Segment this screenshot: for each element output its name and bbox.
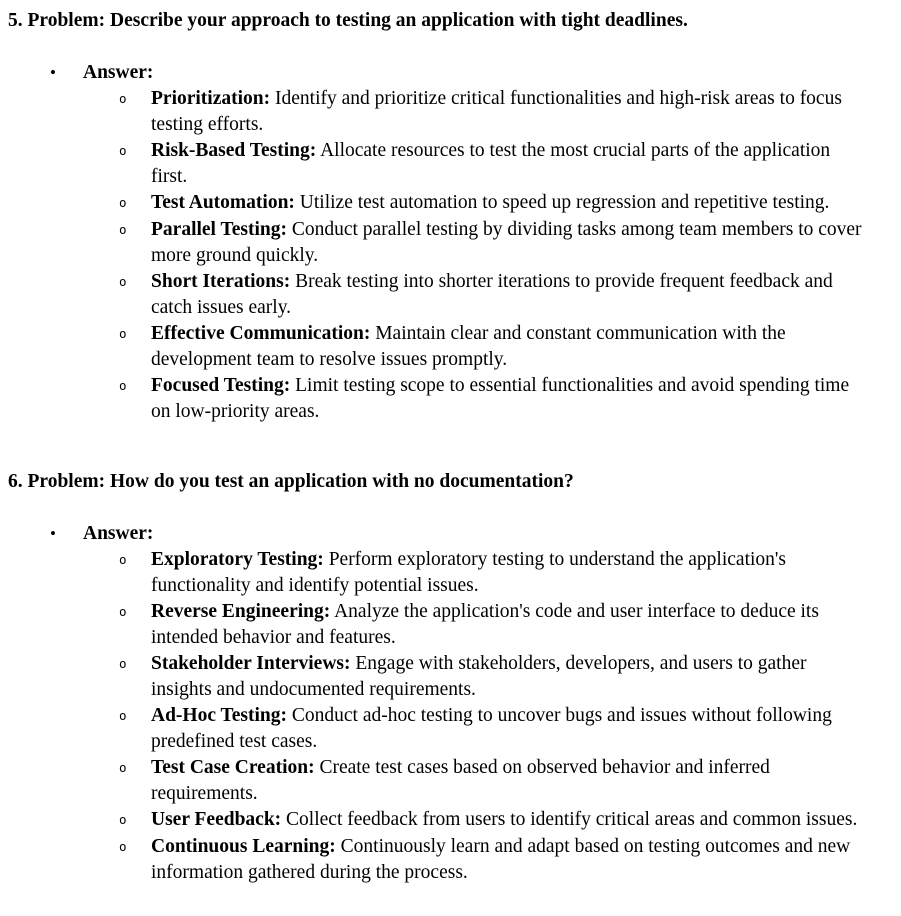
item-term: Stakeholder Interviews: bbox=[151, 653, 351, 674]
item-body bbox=[151, 755, 867, 807]
answer-items bbox=[8, 547, 867, 886]
circle-bullet-icon bbox=[115, 269, 151, 296]
list-item bbox=[8, 86, 867, 138]
circle-bullet-icon bbox=[115, 703, 151, 730]
list-item bbox=[8, 547, 867, 599]
circle-bullet-icon bbox=[115, 651, 151, 678]
circle-bullet-icon bbox=[115, 599, 151, 626]
circle-bullet-icon bbox=[115, 321, 151, 348]
item-term: Parallel Testing: bbox=[151, 219, 287, 240]
item-term: Focused Testing: bbox=[151, 375, 291, 396]
circle-bullet-icon bbox=[115, 190, 151, 217]
answer-row bbox=[8, 521, 867, 547]
list-item bbox=[8, 755, 867, 807]
list-item bbox=[8, 834, 867, 886]
item-body bbox=[151, 138, 867, 190]
list-item bbox=[8, 599, 867, 651]
circle-bullet-icon bbox=[115, 755, 151, 782]
circle-bullet-icon bbox=[115, 86, 151, 113]
item-text: Utilize test automation to speed up regression and repetitive testing. bbox=[299, 192, 830, 213]
item-body bbox=[151, 651, 867, 703]
item-term: Ad-Hoc Testing: bbox=[151, 705, 287, 726]
qa-section-6 bbox=[8, 469, 867, 886]
item-body bbox=[151, 547, 867, 599]
list-item bbox=[8, 321, 867, 373]
item-term: Effective Communication: bbox=[151, 323, 371, 344]
question-heading: 6. Problem: How do you test an application with no documentation? bbox=[8, 471, 574, 492]
list-item bbox=[8, 190, 867, 217]
item-term: Prioritization: bbox=[151, 88, 271, 109]
bullet-icon bbox=[50, 60, 83, 86]
answer-label: Answer: bbox=[83, 62, 154, 83]
list-item bbox=[8, 138, 867, 190]
item-body bbox=[151, 217, 867, 269]
item-text: Engage with stakeholders, developers, and users to gather insights and undocumented requirements. bbox=[151, 653, 807, 700]
item-term: Continuous Learning: bbox=[151, 836, 336, 857]
answer-row bbox=[8, 60, 867, 86]
item-text: Collect feedback from users to identify critical areas and common issues. bbox=[286, 809, 858, 830]
item-term: Exploratory Testing: bbox=[151, 549, 324, 570]
item-term: Test Case Creation: bbox=[151, 757, 315, 778]
item-body bbox=[151, 373, 867, 425]
item-body bbox=[151, 703, 867, 755]
list-item bbox=[8, 807, 867, 834]
list-item bbox=[8, 217, 867, 269]
item-text: Identify and prioritize critical functionalities and high-risk areas to focus testing efforts. bbox=[151, 88, 842, 135]
item-term: Test Automation: bbox=[151, 192, 295, 213]
item-body bbox=[151, 190, 829, 216]
item-body bbox=[151, 807, 857, 833]
list-item bbox=[8, 269, 867, 321]
item-body bbox=[151, 269, 867, 321]
item-text: Limit testing scope to essential functionalities and avoid spending time on low-priority areas. bbox=[151, 375, 850, 422]
item-body bbox=[151, 321, 867, 373]
answer-items bbox=[8, 86, 867, 425]
item-term: Short Iterations: bbox=[151, 271, 291, 292]
item-text: Conduct ad-hoc testing to uncover bugs and issues without following predefined test cases. bbox=[151, 705, 832, 752]
item-text: Analyze the application's code and user interface to deduce its intended behavior and features. bbox=[151, 601, 819, 648]
circle-bullet-icon bbox=[115, 834, 151, 861]
item-term: Reverse Engineering: bbox=[151, 601, 331, 622]
circle-bullet-icon bbox=[115, 138, 151, 165]
circle-bullet-icon bbox=[115, 373, 151, 400]
item-text: Maintain clear and constant communication with the development team to resolve issues promptly. bbox=[151, 323, 786, 370]
item-term: Risk-Based Testing: bbox=[151, 140, 317, 161]
list-item bbox=[8, 651, 867, 703]
item-text: Perform exploratory testing to understand the application's functionality and identify potential issues. bbox=[151, 549, 787, 596]
item-body bbox=[151, 86, 867, 138]
answer-label: Answer: bbox=[83, 523, 154, 544]
item-text: Allocate resources to test the most crucial parts of the application first. bbox=[151, 140, 831, 187]
circle-bullet-icon bbox=[115, 217, 151, 244]
item-text: Create test cases based on observed behavior and inferred requirements. bbox=[151, 757, 770, 804]
item-body bbox=[151, 834, 867, 886]
list-item bbox=[8, 703, 867, 755]
item-text: Continuously learn and adapt based on testing outcomes and new information gathered during the process. bbox=[151, 836, 851, 883]
circle-bullet-icon bbox=[115, 547, 151, 574]
bullet-icon bbox=[50, 521, 83, 547]
circle-bullet-icon bbox=[115, 807, 151, 834]
qa-section-5 bbox=[8, 8, 867, 425]
item-body bbox=[151, 599, 867, 651]
item-text: Conduct parallel testing by dividing tasks among team members to cover more ground quickly. bbox=[151, 219, 862, 266]
item-text: Break testing into shorter iterations to provide frequent feedback and catch issues early. bbox=[151, 271, 833, 318]
question-heading: 5. Problem: Describe your approach to testing an application with tight deadlines. bbox=[8, 10, 688, 31]
document-page bbox=[8, 8, 867, 886]
item-term: User Feedback: bbox=[151, 809, 282, 830]
list-item bbox=[8, 373, 867, 425]
